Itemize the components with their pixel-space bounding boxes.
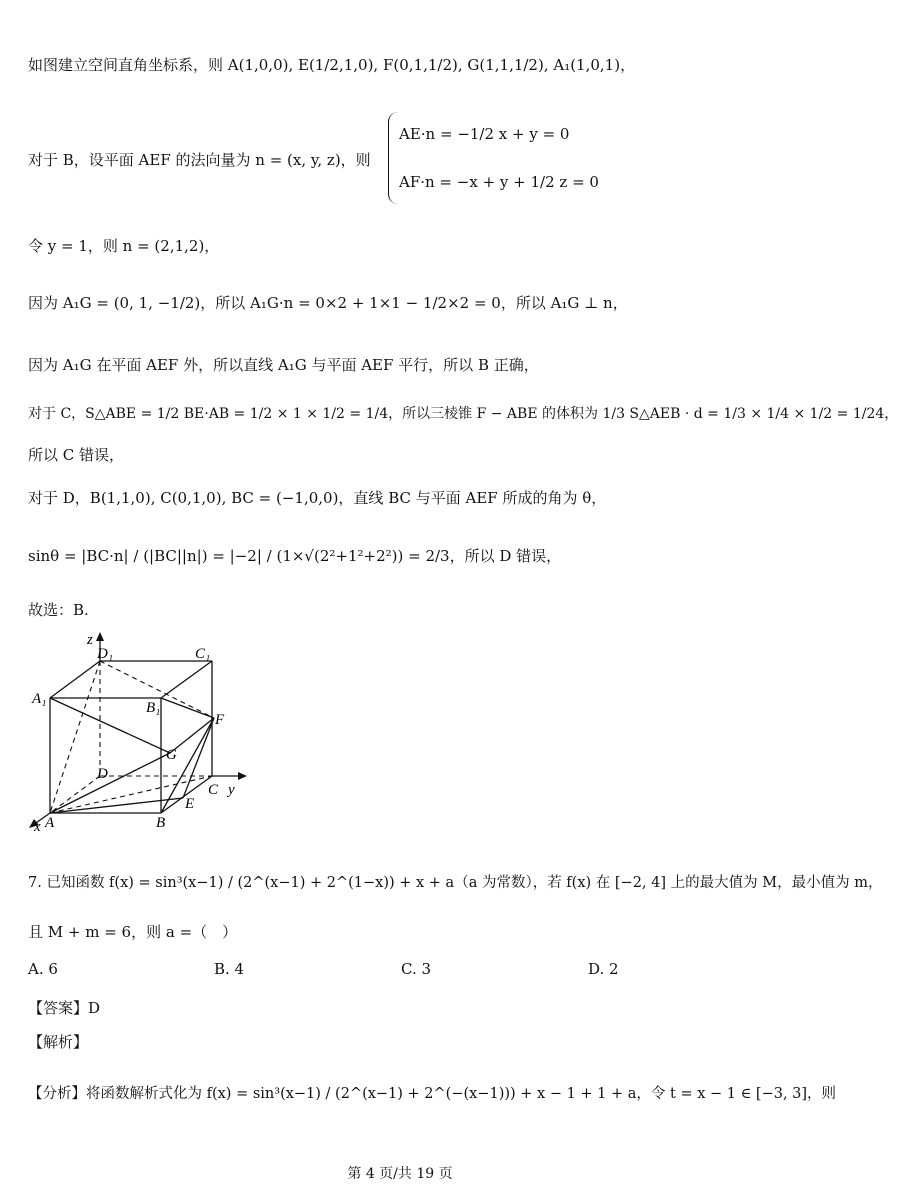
option-d: D. 2 bbox=[588, 960, 619, 978]
d-setup-line: 对于 D，B(1,1,0), C(0,1,0), BC = (−1,0,0)，直线 BC 与平面 AEF 所成的角为 θ， bbox=[28, 489, 607, 507]
label-x: x bbox=[34, 819, 41, 835]
d-sin-line: sinθ = |BC·n| / (|BC||n|) = |−2| / (1×√(2²+1²+2²)) = 2/3，所以 D 错误， bbox=[28, 547, 562, 565]
label-d: D bbox=[97, 766, 108, 782]
b-correct-line: 因为 A₁G 在平面 AEF 外，所以直线 A₁G 与平面 AEF 平行，所以 B 正确， bbox=[28, 356, 539, 374]
label-g: G bbox=[166, 747, 177, 763]
label-d1: D₁ bbox=[97, 646, 114, 662]
analysis-label: 【解析】 bbox=[28, 1033, 89, 1051]
normal-vector-text: 对于 B，设平面 AEF 的法向量为 n = (x, y, z)，则 bbox=[28, 151, 371, 169]
label-b1: B₁ bbox=[146, 700, 161, 716]
label-b: B bbox=[156, 815, 166, 831]
a1g-perp-line: 因为 A₁G = (0, 1, −1/2)，所以 A₁G·n = 0×2 + 1×1 − 1/2×2 = 0，所以 A₁G ⊥ n， bbox=[28, 294, 628, 312]
normal-vector-setup-line bbox=[28, 150, 371, 170]
coordinate-setup-line bbox=[28, 55, 635, 75]
c-wrong-line: 所以 C 错误， bbox=[28, 446, 125, 464]
label-e: E bbox=[185, 796, 195, 812]
equation-af: AF·n = −x + y + 1/2 z = 0 bbox=[399, 173, 599, 191]
q7-statement-line1: 7. 已知函数 f(x) = sin³(x−1) / (2^(x−1) + 2^(1−x)) + x + a（a 为常数），若 f(x) 在 [−2, 4] 上的最大值为 M，最小值为 m， bbox=[28, 875, 883, 891]
label-a1: A₁ bbox=[32, 691, 47, 707]
label-f: F bbox=[215, 712, 225, 728]
page-footer: 第 4 页/共 19 页 bbox=[347, 1166, 453, 1182]
option-c: C. 3 bbox=[401, 960, 432, 978]
answer-label: 【答案】D bbox=[28, 999, 101, 1017]
normal-vector-result: 令 y = 1，则 n = (2,1,2)， bbox=[28, 237, 220, 255]
choose-b-line: 故选：B. bbox=[28, 601, 89, 619]
fenxi-line: 【分析】将函数解析式化为 f(x) = sin³(x−1) / (2^(x−1) + 2^(−(x−1))) + x − 1 + 1 + a，令 t = x − 1 ∈ [−3, 3]，则 bbox=[28, 1086, 837, 1102]
option-a: A. 6 bbox=[28, 960, 58, 978]
label-c1: C₁ bbox=[195, 646, 211, 662]
q7-statement-line2: 且 M + m = 6，则 a =（ ） bbox=[28, 923, 238, 941]
c-area-line: 对于 C，S△ABE = 1/2 BE·AB = 1/2 × 1 × 1/2 = 1/4，所以三棱锥 F − ABE 的体积为 1/3 S△AEB · d = 1/3 × 1/4 × 1/2 = 1/24， bbox=[28, 406, 898, 422]
equation-system bbox=[388, 112, 629, 204]
label-z: z bbox=[87, 632, 93, 648]
cube-figure bbox=[25, 628, 285, 838]
label-y: y bbox=[228, 782, 235, 798]
label-c: C bbox=[208, 782, 219, 798]
option-b: B. 4 bbox=[214, 960, 245, 978]
coord-text: 如图建立空间直角坐标系，则 A(1,0,0), E(1/2,1,0), F(0,1,1/2), G(1,1,1/2), A₁(1,0,1)， bbox=[28, 56, 636, 74]
equation-ae: AE·n = −1/2 x + y = 0 bbox=[399, 125, 570, 143]
label-a: A bbox=[45, 815, 55, 831]
